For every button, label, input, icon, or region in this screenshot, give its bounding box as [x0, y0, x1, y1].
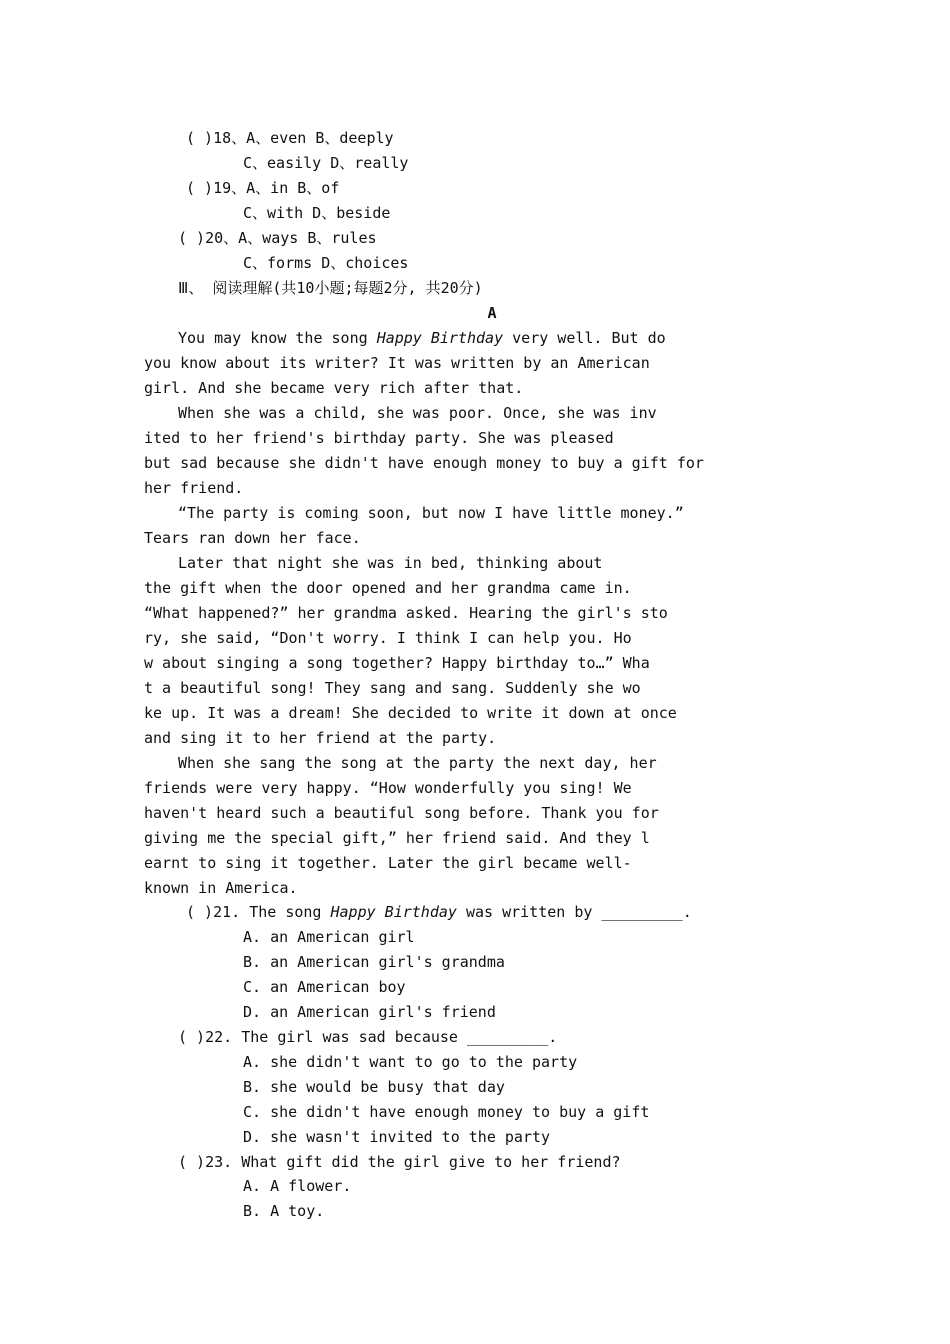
passage-line: “What happened?” her grandma asked. Hearing the girl's sto: [144, 604, 668, 622]
passage-line: ry, she said, “Don't worry. I think I can help you. Ho: [144, 629, 632, 647]
question-19-options: C、with D、beside: [243, 204, 391, 222]
passage-line: haven't heard such a beautiful song before. Thank you for: [144, 804, 659, 822]
question-21-option-d: D. an American girl's friend: [243, 1003, 496, 1021]
passage-line: but sad because she didn't have enough money to buy a gift for: [144, 454, 704, 472]
section-heading: Ⅲ、 阅读理解(共10小题;每题2分, 共20分): [178, 279, 483, 297]
text-run: very well. But do: [503, 329, 666, 347]
passage-line: the gift when the door opened and her grandma came in.: [144, 579, 632, 597]
passage-line: Tears ran down her face.: [144, 529, 361, 547]
question-21-option-a: A. an American girl: [243, 928, 415, 946]
question-23-option-b: B. A toy.: [243, 1202, 325, 1220]
song-title: Happy Birthday: [376, 329, 504, 347]
passage-label: A: [487, 304, 497, 322]
question-22-option-b: B. she would be busy that day: [243, 1078, 505, 1096]
question-22-option-c: C. she didn't have enough money to buy a gift: [243, 1103, 650, 1121]
passage-line: w about singing a song together? Happy birthday to…” Wha: [144, 654, 650, 672]
passage-line: you know about its writer? It was written by an American: [144, 354, 650, 372]
passage-line: her friend.: [144, 479, 244, 497]
text-run: You may know the song: [178, 329, 377, 347]
question-21-option-b: B. an American girl's grandma: [243, 953, 505, 971]
question-22-option-a: A. she didn't want to go to the party: [243, 1053, 578, 1071]
question-23: ( )23. What gift did the girl give to her friend?: [178, 1153, 621, 1171]
question-19: ( )19、A、in B、of: [186, 179, 340, 197]
passage-line: friends were very happy. “How wonderfully you sing! We: [144, 779, 632, 797]
text-run: ( )21. The song: [186, 903, 331, 921]
question-20-options: C、forms D、choices: [243, 254, 409, 272]
passage-line: ited to her friend's birthday party. She was pleased: [144, 429, 614, 447]
question-22: ( )22. The girl was sad because _________.: [178, 1028, 558, 1046]
passage-line: ke up. It was a dream! She decided to write it down at once: [144, 704, 677, 722]
passage-line: girl. And she became very rich after that.: [144, 379, 524, 397]
passage-line: giving me the special gift,” her friend said. And they l: [144, 829, 650, 847]
question-18-options: C、easily D、really: [243, 154, 409, 172]
question-20: ( )20、A、ways B、rules: [178, 229, 377, 247]
song-title: Happy Birthday: [330, 903, 457, 921]
passage-line: Later that night she was in bed, thinking about: [178, 554, 603, 572]
passage-line: and sing it to her friend at the party.: [144, 729, 497, 747]
passage-line: When she was a child, she was poor. Once, she was inv: [178, 404, 657, 422]
question-21: [186, 902, 692, 922]
passage-line: When she sang the song at the party the next day, her: [178, 754, 657, 772]
passage-line: [178, 328, 666, 348]
passage-line: known in America.: [144, 879, 298, 897]
question-22-option-d: D. she wasn't invited to the party: [243, 1128, 551, 1146]
question-18: ( )18、A、even B、deeply: [186, 129, 394, 147]
text-run: was written by _________.: [456, 903, 692, 921]
question-21-option-c: C. an American boy: [243, 978, 406, 996]
passage-line: “The party is coming soon, but now I have little money.”: [178, 504, 684, 522]
passage-line: t a beautiful song! They sang and sang. Suddenly she wo: [144, 679, 641, 697]
question-23-option-a: A. A flower.: [243, 1177, 352, 1195]
passage-line: earnt to sing it together. Later the girl became well-: [144, 854, 632, 872]
